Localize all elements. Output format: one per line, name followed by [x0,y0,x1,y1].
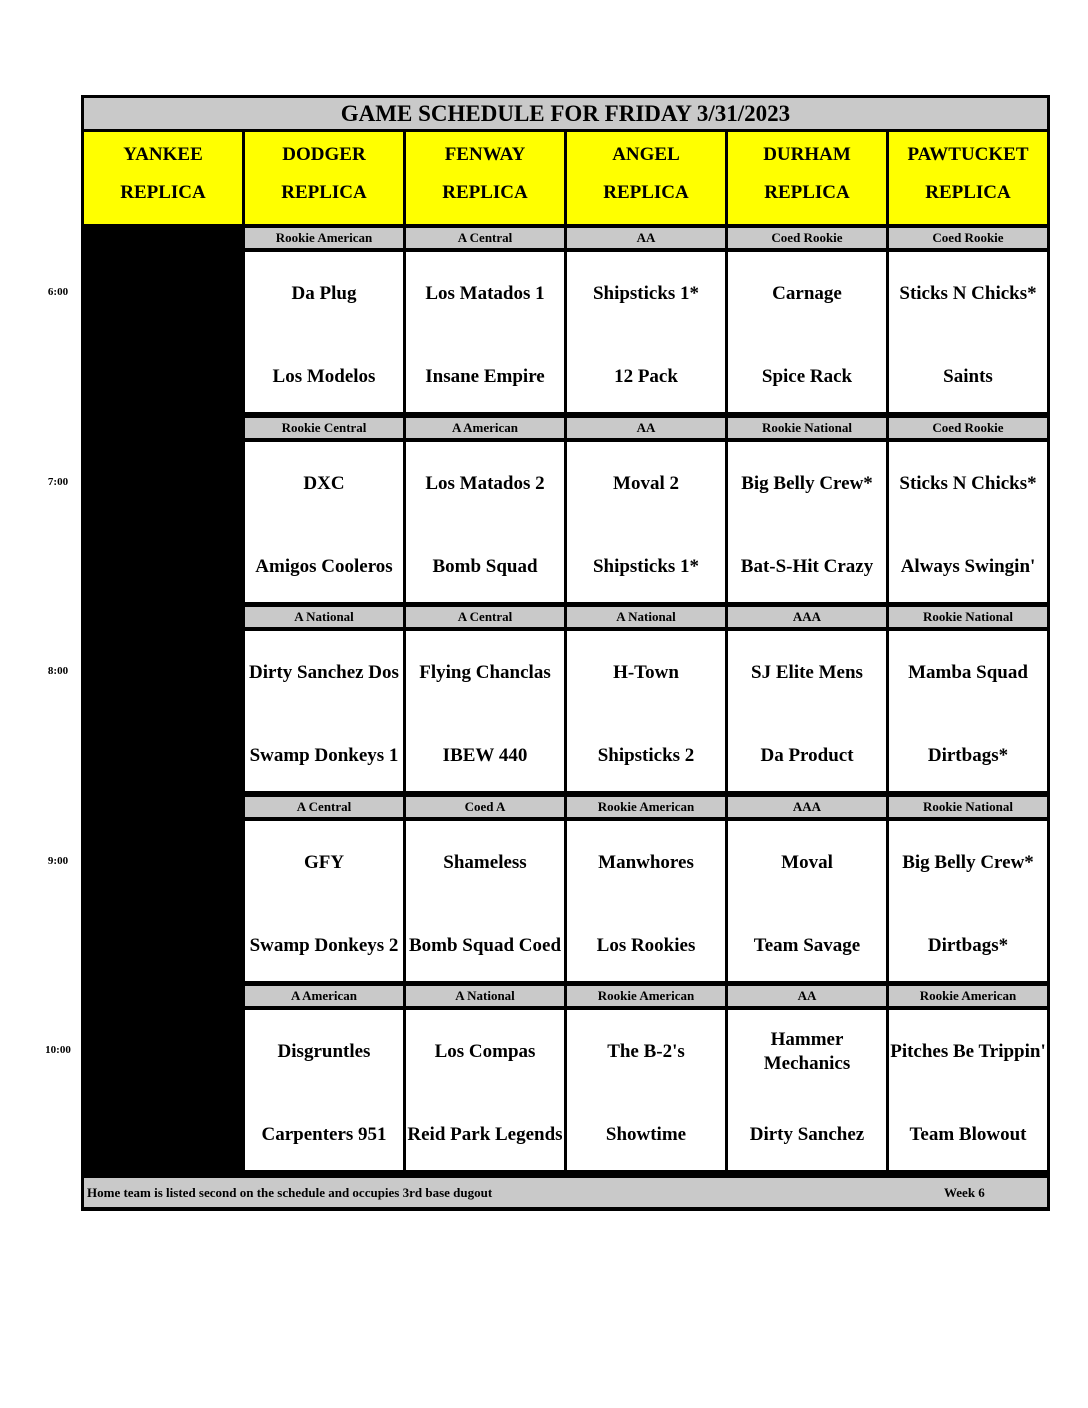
away-team: Pitches Be Trippin' [890,1041,1046,1062]
field-name: DURHAM [763,144,851,165]
away-team: Disgruntles [277,1041,371,1062]
away-team: Da Plug [291,283,357,304]
game-cell [889,821,1047,981]
home-team: Bat-S-Hit Crazy [740,556,874,577]
field-header-angel [567,132,725,224]
game-cell [245,821,403,981]
game-cell [728,252,886,412]
home-team: Dirty Sanchez [749,1124,865,1145]
game-cell [406,1010,564,1170]
field-header-dodger [245,132,403,224]
time-label: 7:00 [47,476,69,488]
home-team: Amigos Cooleros [255,556,393,577]
away-team: Shipsticks 1* [592,283,700,304]
home-team: Reid Park Legends [407,1124,563,1145]
game-cell [567,442,725,602]
division-label: Rookie National [889,607,1047,627]
home-team: Shipsticks 1* [592,556,700,577]
division-label: Rookie American [567,797,725,817]
game-cell [567,252,725,412]
division-label: A Central [406,607,564,627]
game-cell [406,252,564,412]
game-cell [245,631,403,791]
away-team: Hammer Mechanics [763,1029,851,1074]
division-label: A American [245,986,403,1006]
division-label: AA [567,418,725,438]
home-team: Team Savage [753,935,861,956]
home-team: Dirtbags* [927,745,1009,766]
time-label: 6:00 [47,286,69,298]
game-cell [567,631,725,791]
field-subtitle: REPLICA [120,182,206,203]
away-team: SJ Elite Mens [751,662,863,683]
division-label: AAA [728,607,886,627]
game-cell [889,252,1047,412]
away-team: Carnage [772,283,842,304]
division-label: Rookie National [728,418,886,438]
division-label: A Central [245,797,403,817]
field-subtitle: REPLICA [925,182,1011,203]
division-label: Rookie American [889,986,1047,1006]
field-header-durham [728,132,886,224]
away-team: DXC [303,473,345,494]
division-label: AAA [728,797,886,817]
division-label: Coed Rookie [889,418,1047,438]
away-team: Manwhores [598,852,694,873]
game-cell [889,1010,1047,1170]
field-subtitle: REPLICA [603,182,689,203]
away-team: Big Belly Crew* [741,473,873,494]
division-label: Coed Rookie [728,228,886,248]
field-header-pawtucket [889,132,1047,224]
home-team: Swamp Donkeys 2 [249,935,399,956]
home-team: Swamp Donkeys 1 [249,745,399,766]
game-cell [245,252,403,412]
page-title: GAME SCHEDULE FOR FRIDAY 3/31/2023 [84,98,1047,129]
game-cell [728,442,886,602]
away-team: Los Matados 1 [425,283,545,304]
home-team: Saints [943,366,993,387]
home-team: IBEW 440 [442,745,528,766]
away-team: Shameless [443,852,527,873]
home-team: Showtime [605,1124,687,1145]
time-label: 10:00 [45,1044,71,1056]
away-team: Los Matados 2 [425,473,545,494]
game-cell [889,631,1047,791]
away-team: Sticks N Chicks* [899,283,1037,304]
division-label: A Central [406,228,564,248]
division-label: AA [728,986,886,1006]
game-cell [728,1010,886,1170]
week-label: Week 6 [944,1185,985,1200]
away-team: The B-2's [607,1041,685,1062]
field-subtitle: REPLICA [281,182,367,203]
division-label: A National [406,986,564,1006]
field-name: YANKEE [123,144,203,165]
home-team: Team Blowout [909,1124,1027,1145]
away-team: Moval 2 [613,473,679,494]
division-label: Rookie Central [245,418,403,438]
home-team: 12 Pack [614,366,678,387]
division-label: A National [245,607,403,627]
away-team: Big Belly Crew* [902,852,1034,873]
home-team: Bomb Squad [432,556,538,577]
game-cell [406,442,564,602]
home-team: Always Swingin' [900,556,1036,577]
division-label: A National [567,607,725,627]
division-label: Rookie American [245,228,403,248]
away-team: Dirty Sanchez Dos [249,662,399,683]
away-team: GFY [303,852,345,873]
field-header-fenway [406,132,564,224]
field-name: ANGEL [612,144,680,165]
away-team: H-Town [613,662,679,683]
game-cell [728,821,886,981]
home-team: Shipsticks 2 [597,745,695,766]
game-cell [406,631,564,791]
away-team: Los Compas [434,1041,536,1062]
game-cell [889,442,1047,602]
game-cell [245,1010,403,1170]
division-label: Rookie National [889,797,1047,817]
home-team: Insane Empire [425,366,545,387]
away-team: Sticks N Chicks* [899,473,1037,494]
division-label: AA [567,228,725,248]
division-label: Rookie American [567,986,725,1006]
home-team: Los Rookies [596,935,696,956]
game-cell [406,821,564,981]
home-team: Bomb Squad Coed [408,935,562,956]
division-label: Coed A [406,797,564,817]
time-label: 8:00 [47,665,69,677]
home-team: Dirtbags* [927,935,1009,956]
field-subtitle: REPLICA [442,182,528,203]
game-cell [567,1010,725,1170]
away-team: Moval [781,852,833,873]
game-cell [728,631,886,791]
game-cell [245,442,403,602]
field-name: PAWTUCKET [907,144,1029,165]
footer-bar [84,1178,1047,1207]
home-team: Spice Rack [761,366,853,387]
division-label: Coed Rookie [889,228,1047,248]
game-cell [567,821,725,981]
field-header-yankee [84,132,242,224]
footer-note: Home team is listed second on the schedule and occupies 3rd base dugout [87,1185,493,1200]
division-label: A American [406,418,564,438]
home-team: Los Modelos [272,366,376,387]
field-name: DODGER [282,144,366,165]
away-team: Mamba Squad [908,662,1028,683]
home-team: Carpenters 951 [261,1124,387,1145]
home-team: Da Product [760,745,854,766]
field-subtitle: REPLICA [764,182,850,203]
away-team: Flying Chanclas [419,662,551,683]
time-label: 9:00 [47,855,69,867]
field-name: FENWAY [444,144,526,165]
